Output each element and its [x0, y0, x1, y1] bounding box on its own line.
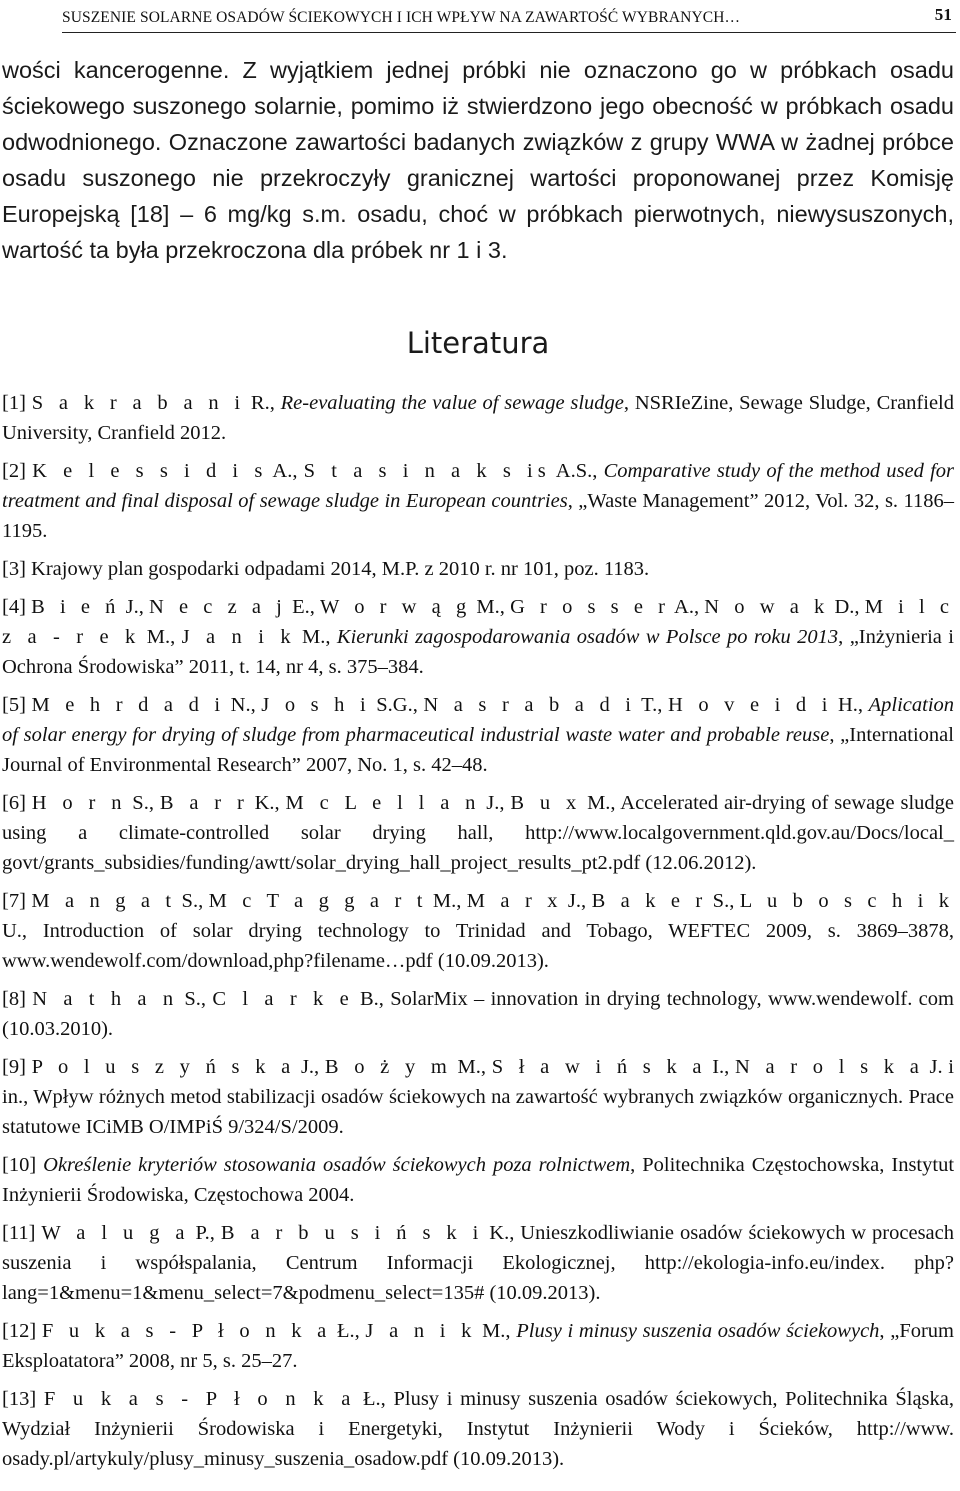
reference-text: K.,: [248, 792, 286, 814]
reference-item: [2, 788, 954, 878]
reference-number: [3]: [2, 558, 26, 580]
reference-author: M c L e l l a n: [285, 792, 481, 814]
reference-text: H.,: [832, 694, 869, 716]
reference-text: M.,: [476, 1320, 517, 1342]
reference-text: Ł., Plusy i minusy suszenia osadów ściekowych, Politechnika Śląska, Wydział Inżynierii Środowiska i Energetyki, Instytut Inżynierii Wody i Ścieków, http://www. osady.pl/artykuly/plusy_minusy_suszenia_osadow.pdf (10.09.2013).: [2, 1388, 954, 1470]
reference-author: B u x: [510, 792, 582, 814]
reference-author: N o w a k: [704, 596, 830, 618]
reference-text: M.,: [140, 626, 182, 648]
reference-item: [2, 886, 954, 976]
reference-author: G r o s s e r: [510, 596, 670, 618]
running-title: SUSZENIE SOLARNE OSADÓW ŚCIEKOWYCH I ICH WPŁYW NA ZAWARTOŚĆ WYBRANYCH…: [62, 9, 741, 26]
reference-number: [5]: [2, 694, 26, 716]
reference-text: , „Forum Eksploatatora” 2008, nr 5, s. 25–27.: [2, 1320, 954, 1372]
reference-text: N.,: [225, 694, 262, 716]
reference-number: [9]: [2, 1056, 26, 1078]
reference-author: F u k a s - P ł o n k a: [41, 1320, 332, 1342]
reference-text: J.,: [120, 596, 150, 618]
reference-author: C l a r k e: [212, 988, 354, 1010]
reference-text: J.,: [480, 792, 511, 814]
reference-title: Comparative study of the method used for treatment and final disposal of sewage sludge in European countries: [2, 460, 955, 512]
reference-item: [2, 388, 954, 448]
reference-author: B o ż y m: [324, 1056, 452, 1078]
reference-number: [8]: [2, 988, 26, 1010]
reference-text: M.,: [295, 626, 337, 648]
reference-text: A.,: [267, 460, 304, 482]
reference-author: M a r x: [466, 890, 563, 912]
reference-author: H o v e i d i: [668, 694, 833, 716]
reference-number: [2]: [2, 460, 26, 482]
reference-number: [10]: [2, 1154, 37, 1176]
reference-item: [2, 456, 954, 546]
reference-author: S ł a w i ń s k a: [491, 1056, 707, 1078]
reference-text: T.,: [635, 694, 668, 716]
reference-text: K., Unieszkodliwianie osadów ściekowych w procesach suszenia i współspalania, Centrum Informacji Ekologicznej, http://ekologia-info.eu/index. php?lang=1&menu=1&menu_select=7&podmenu_select=135# (10.09.2013).: [2, 1222, 955, 1304]
reference-item: [2, 592, 954, 682]
reference-author: H o r n: [31, 792, 127, 814]
body-paragraph: wości kancerogenne. Z wyjątkiem jednej próbki nie oznaczono go w próbkach osadu ściekowego suszonego solarnie, pomimo iż stwierdzono jego obecność w próbkach osadu odwodnionego. Oznaczone zawartości badanych związków z grupy WWA w żadnej próbce osadu suszonego nie przekroczyły granicznej wartości proponowanej przez Komisję Europejską [18] – 6 mg/kg s.m. osadu, choć w próbkach pierwotnych, niewysuszonych, wartość ta była przekroczona dla próbek nr 1 i 3.: [2, 57, 954, 263]
reference-author: M i l c z a - r e k: [2, 596, 954, 648]
reference-author: N a r o l s k a: [734, 1056, 924, 1078]
reference-author: S t a s i n a k s is: [303, 460, 551, 482]
reference-number: [7]: [2, 890, 26, 912]
reference-author: J a n i k: [181, 626, 296, 648]
reference-author: M c T a g g a r t: [208, 890, 428, 912]
reference-author: M a n g a t: [31, 890, 177, 912]
reference-text: B., SolarMix – innovation in drying technology, www.wendewolf. com (10.03.2010).: [2, 988, 954, 1040]
reference-text: Ł.,: [331, 1320, 366, 1342]
reference-item: [2, 690, 954, 780]
reference-author: B a r r: [159, 792, 249, 814]
reference-text: , „Waste Management” 2012, Vol. 32, s. 1186–1195.: [2, 490, 955, 542]
reference-text: , „Inżynieria i Ochrona Środowiska” 2011, t. 14, nr 4, s. 375–384.: [2, 626, 955, 678]
reference-item: [2, 1150, 954, 1210]
reference-text: P.,: [189, 1222, 221, 1244]
reference-item: [2, 984, 954, 1044]
reference-text: I.,: [706, 1056, 735, 1078]
running-header: [62, 4, 956, 33]
reference-text: A.,: [669, 596, 705, 618]
page-number: 51: [934, 5, 952, 24]
reference-text: D.,: [829, 596, 865, 618]
reference-text: S.,: [176, 890, 209, 912]
reference-number: [6]: [2, 792, 26, 814]
reference-text: , „International Journal of Environmental Research” 2007, No. 1, s. 42–48.: [2, 724, 954, 776]
reference-item: [2, 1218, 954, 1308]
reference-number: [1]: [2, 392, 26, 414]
reference-author: F u k a s - P ł o n k a: [43, 1388, 356, 1410]
reference-text: S.,: [707, 890, 740, 912]
reference-title: Aplication of solar energy for drying of sludge from pharmaceutical industrial waste water and probable reuse: [2, 694, 955, 746]
reference-author: W a l u g a: [41, 1222, 190, 1244]
reference-author: P o l u s z y ń s k a: [31, 1056, 296, 1078]
reference-text: E.,: [286, 596, 321, 618]
reference-text: , Politechnika Częstochowska, Instytut Inżynierii Środowiska, Częstochowa 2004.: [2, 1154, 955, 1206]
reference-title: Plusy i minusy suszenia osadów ściekowych: [516, 1320, 880, 1342]
reference-text: M., Accelerated air-drying of sewage sludge using a climate-controlled solar drying hall, http://www.localgovernment.qld.gov.au/Docs/local_ govt/grants_subsidies/funding/awtt/solar_drying_hall_project_results_pt2.pdf (12.06.2012).: [2, 792, 955, 874]
reference-text: J.,: [295, 1056, 325, 1078]
reference-text: S.G.,: [370, 694, 424, 716]
reference-author: K e l e s s i d i s: [32, 460, 268, 482]
reference-list: [2, 388, 954, 1482]
reference-text: M.,: [471, 596, 511, 618]
reference-text: J. i in., Wpływ różnych metod stabilizacji osadów ściekowych na zawartość wybranych związków organicznych. Prace statutowe ICiMB O/IMPiŚ 9/324/S/2009.: [2, 1056, 954, 1138]
reference-title: Re-evaluating the value of sewage sludge: [280, 392, 624, 414]
reference-item: [2, 554, 954, 584]
reference-author: L u b o s c h i k: [739, 890, 954, 912]
reference-text: , NSRIeZine, Sewage Sludge, Cranfield University, Cranfield 2012.: [2, 392, 954, 444]
reference-text: S.,: [178, 988, 213, 1010]
reference-number: [13]: [2, 1388, 37, 1410]
reference-author: B i e ń: [31, 596, 121, 618]
reference-text: S.,: [126, 792, 160, 814]
reference-text: A.S.,: [550, 460, 604, 482]
reference-title: Kierunki zagospodarowania osadów w Polsce po roku 2013: [336, 626, 839, 648]
reference-author: J o s h i: [261, 694, 371, 716]
reference-author: B a k e r: [591, 890, 708, 912]
reference-text: J.,: [562, 890, 592, 912]
reference-item: [2, 1052, 954, 1142]
reference-number: [12]: [2, 1320, 37, 1342]
reference-author: N e c z a j: [149, 596, 287, 618]
reference-text: Krajowy plan gospodarki odpadami 2014, M.P. z 2010 r. nr 101, poz. 1183.: [31, 558, 650, 580]
reference-text: M.,: [451, 1056, 492, 1078]
reference-author: M e h r d a d i: [31, 694, 226, 716]
reference-item: [2, 1384, 954, 1474]
reference-author: N a s r a b a d i: [423, 694, 636, 716]
reference-text: U., Introduction of solar drying technology to Trinidad and Tobago, WEFTEC 2009, s. 3869–3878, www.wendewolf.com/download,php?filename…pdf (10.09.2013).: [2, 920, 954, 972]
reference-number: [11]: [2, 1222, 36, 1244]
reference-author: B a r b u s i ń s k i: [220, 1222, 484, 1244]
reference-text: M.,: [427, 890, 467, 912]
reference-author: J a n i k: [365, 1320, 477, 1342]
reference-number: [4]: [2, 596, 26, 618]
reference-title: Określenie kryteriów stosowania osadów ściekowych poza rolnictwem: [43, 1154, 631, 1176]
reference-author: W o r w ą g: [320, 596, 472, 618]
reference-author: S a k r a b a n i: [31, 392, 246, 414]
section-title-literatura: Literatura: [406, 326, 550, 360]
reference-author: N a t h a n: [32, 988, 179, 1010]
reference-text: R.,: [245, 392, 281, 414]
reference-item: [2, 1316, 954, 1376]
